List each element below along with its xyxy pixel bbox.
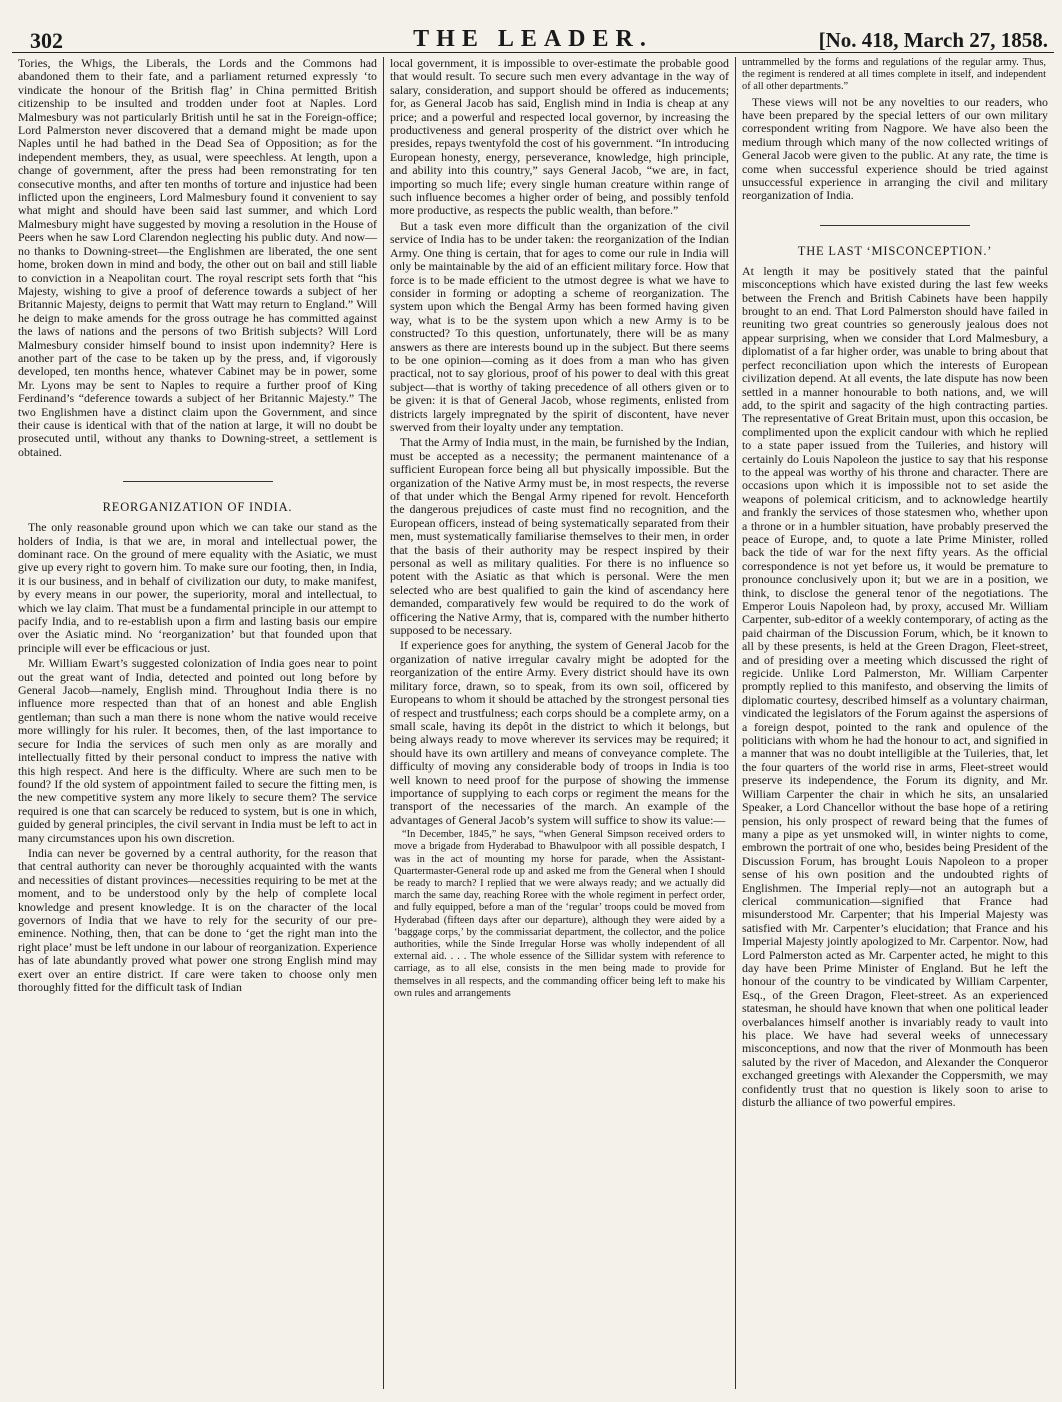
columns — [12, 57, 1054, 1389]
paragraph: But a task even more difficult than the organization of the civil service of India has to be under taken: the reorganization of the Indian Army. One thing is certain, that for ages to come our rule in India will only be maintainable by the aid of an efficient military force. How that force is to be made efficient to the utmost degree is what we have to consider in forming or adopting a scheme of reorganization. The system upon which the Bengal Army has been formed having given way, what is to be the system upon which a new Army is to be constructed? To this question, unfortunately, there will be as many answers as there are interests bound up in the subject. But there seems to be one opinion—coming as it does from a man who has given practical, not to say glorious, proof of his power to deal with this great subject—that is worthy of taking precedence of all others given or to be given: it is that of General Jacob, whose regiments, enlisted from districts largely impregnated by the spirit of discontent, have never swerved from their loyalty under any temptation. — [390, 218, 729, 434]
block-quote: “In December, 1845,” he says, “when General Simpson received orders to move a brigade from Hyderabad to Bhawulpoor with all possible despatch, I was in the act of mounting my horse for parade, when the Assistant-Quartermaster-General rode up and asked me from the General when I should be ready to march? I replied that we were always ready; and we actually did march the same day, reaching Roree with the whole regiment in perfect order, and fully equipped, before a man of the ‘regular’ troops could be moved from Hyderabad (fifteen days after our departure), although they were aided by a ‘baggage corps,’ by the commissariat department, the collector, and the police authorities, while the Sinde Irregular Horse was wholly independent of all external aid. . . . The whole essence of the Sillidar system with reference to carriage, as to all else, consists in the men being made to provide for themselves in all respects, and the commanding officer being left to make his own rules and arrangements — [394, 829, 725, 999]
section-divider — [123, 481, 273, 482]
article-continuation: Tories, the Whigs, the Liberals, the Lords and the Commons had abandoned them to their fate, and a parliament returned expressly ‘to vindicate the honour of the British flag’ in China permitted British citizenship to be insulted and trodden under foot at Naples. Lord Malmesbury was not particularly British until he sat in the Foreign-office; Lord Palmerston never discovered that a demand might be made upon Naples until he had bathed in the Dead Sea of Opposition; as for the independent members, they, as usual, were speechless. At length, upon a change of government, after the press had been remonstrating for ten consecutive months, and after ten months of torture and injustice had been inflicted upon the engineers, Lord Malmesbury found it convenient to say what might and should have been said last summer, and which Lord Malmesbury might have suggested by moving a resolution in the House of Peers when he saw Lord Clarendon neglecting his public duty. And now—no thanks to Downing-street—the Englishmen are liberated, the one sent home, broken down in mind and body, the other out on bail and still liable to conviction in a Neapolitan court. The royal rescript sets forth that “his Majesty, wishing to give a proof of deference towards a subject of her Britannic Majesty, deigns to permit that Watt may return to England.” Will he deign to make amends for the gross outrage he has committed against the laws of nations and the persons of two British subjects? Will Lord Malmesbury consider himself bound to insist upon indemnity? Here is another part of the case to be taken up by the press, and, if vigorously developed, ten months hence, whatever Cabinet may be in power, some Mr. Lyons may be sent to Naples to require a further proof of King Ferdinand’s “deference towards a subject of her Britannic Majesty.” The two Englishmen have a distinct claim upon the Government, and since their cause is identical with that of the nation at large, it will no doubt be prosecuted until, without any thanks to Downing-street, a settlement is obtained. — [18, 57, 377, 459]
issue-date: [No. 418, March 27, 1858. — [818, 28, 1048, 52]
paragraph: These views will not be any novelties to our readers, who have been prepared by the special letters of our own military correspondent writing from Nagpore. We have also been the medium through which many of the now collected writings of General Jacob were given to the public. At any rate, the time is come when successful experience should be tried against unsuccessful experience in arranging the civil and military reorganization of India. — [742, 94, 1048, 203]
paragraph: That the Army of India must, in the main, be furnished by the Indian, must be accepted as a necessity; the permanent maintenance of a sufficient European force being all but physically impossible. But the organization of the Native Army must be, in most respects, the reverse of that under which the Bengal Army ripened for revolt. Henceforth the dangerous prejudices of caste must find no recognition, and the European officers, instead of being systematically separated from their men, must systematically familiarise themselves to their men, in order that the basis of their authority may be respect inspired by their personal as well as military qualities. For there is no influence so potent with the Asiatic as that which is personal. Were the men selected who are best qualified to gain the kind of ascendancy here demanded, comparatively few would be required to do the work of officering the Native Army, that is, compared with the number hitherto supposed to be necessary. — [390, 435, 729, 638]
paragraph: The only reasonable ground upon which we can take our stand as the holders of India, is that we are, in moral and intellectual power, the dominant race. On the ground of mere equality with the Asiatic, we must give up every right to govern him. To make sure our footing, then, in India, it is our business, and in behalf of civilization our duty, to make manifest, by every means in our power, the superiority, moral and intellectual, to which we lay claim. That must be a fundamental principle in our attempt to pacify India, and to re-establish upon a firm and lasting basis our empire over the Asiatic mind. No ‘reorganization’ but that founded upon that principle will ever be efficacious or just. — [18, 520, 377, 655]
section-divider — [820, 225, 970, 226]
column-3 — [736, 57, 1054, 1389]
paragraph: India can never be governed by a central authority, for the reason that that central authority can never be thoroughly acquainted with the wants and necessities of distant provinces—necessities requiring to be met at the moment, and to be understood only by the help of complete local knowledge and present knowledge. It is on the character of the local governors of India that we have to rely for the security of our pre-eminence. Nothing, then, that can be done to ‘get the right man into the right place’ must be left undone in our labour of reorganization. Experience has of late abundantly proved what power one strong English mind may exert over an entire district. If care were taken to choose only men thoroughly fitted for the difficult task of Indian — [18, 845, 377, 994]
article-heading-india: REORGANIZATION OF INDIA. — [102, 500, 293, 515]
paragraph: If experience goes for anything, the system of General Jacob for the organization of native irregular cavalry might be adopted for the reorganization of the entire Army. Every district should have its own military force, drawn, so to speak, from its own soil, officered by Europeans to whom it should be attached by the strongest personal ties of respect and trustfulness; each corps should be a complete army, on a small scale, having its depôt in the district to which it belongs, but being always ready to move wherever its services may be required; it should have its own artillery and means of conveyance complete. The difficulty of moving any considerable body of troops in India is too well known to need proof for the purpose of showing the immense importance of supplying to each corps or regiment the means for the transport of the necessaries of the march. An example of the advantages of General Jacob’s system will suffice to show its value:— — [390, 638, 729, 827]
article-heading-misconception: THE LAST ‘MISCONCEPTION.’ — [797, 243, 993, 258]
paragraph: Mr. William Ewart’s suggested colonization of India goes near to point out the great want of India, detected and pointed out long before by General Jacob—namely, English mind. Throughout India there is no influence more respected than that of an honest and able English gentleman; than such a man there is none whom the native would receive more willingly for his ruler. It becomes, then, of the last importance to secure for India the services of such men only as are morally and intellectually fitted by their personal conduct to impress the native with this high respect. And here is the difficulty. Where are such men to be found? If the old system of appointment failed to secure the fitting men, is the new competitive system any more likely to secure them? The service required is one that can scarcely be reduced to system, but is one in which, guided by general principles, the civil servant in India must be left to act in many circumstances upon his own discretion. — [18, 656, 377, 845]
page-number: 302 — [30, 28, 63, 53]
block-quote-end: untrammelled by the forms and regulations of the regular army. Thus, the regiment is rendered at all times complete in itself, and independent of all other departments.” — [742, 57, 1046, 93]
column-1 — [12, 57, 384, 1389]
newspaper-title: THE LEADER. — [413, 26, 653, 52]
paragraph: At length it may be positively stated that the painful misconceptions which have existed during the last few weeks between the French and British Cabinets have been happily brought to an end. That Lord Palmerston should have failed in reuniting two great countries so generously jealous does not appear surprising, when we consider that Lord Malmesbury, a diplomatist of a far higher order, was unable to bring about that perfect reconciliation upon which the interests of European civilization depend. At all events, the late dispute has now been settled in a manner honourable to both nations, and, we will add, to the spirit and sagacity of the high contracting parties. The representative of Great Britain must, upon this occasion, be complimented upon the explicit candour with which he replied to a state paper issued from the Tuileries, and history will certainly do Louis Napoleon the justice to say that his response to the appeal was worthy of his throne and character. There are occasions upon which it is impossible not to set aside the weapons of polemical criticism, and to acknowledge heartily and frankly the services of those statesmen who, whether upon a throne or in a humbler situation, have probably preserved the peace of Europe, and, to quote a late Prime Minister, rolled back the tide of war for the next fifty years. As the official correspondence is not yet before us, it would be premature to pronounce conclusively upon it; but we are in a position, we think, to disclose the general tenor of the negotiations. The Emperor Louis Napoleon had, by proxy, accused Mr. William Carpenter, sub-editor of a weekly contemporary, of acting as the paid chairman of the Discussion Forum, which, be it known to all by these presents, is held at the Green Dragon, Fleet-street, and of presiding over a meeting which discussed the right of regicide. Unlike Lord Palmerston, Mr. William Carpenter promptly replied to this manifesto, and observing the limits of diplomatic courtesy, described himself as a voluntary chairman, vindicated the legislators of the Forum against the aspersions of a foreign despot, pointed to the rank and opulence of the politicians with whom he had the honour to act, and signified in a manner that was no doubt intelligible at the Tuileries, that, let the four quarters of the world rise in arms, Fleet-street would preserve its independence, the Forum its dignity, and Mr. William Carpenter the chair in which he sits, an unsalaried Speaker, a Lord Chancellor without the base hope of a retiring pension, his only prospect of reward being that the fumes of many a pipe as yet unsmoked will, in winter nights to come, embrown the portrait of one who, besides being President of the Discussion Forum, has brought Louis Napoleon to a proper sense of his own position and the undoubted rights of Englishmen. The Imperial reply—not an autograph but a clerical communication—signified that France had misunderstood Mr. Carpenter; that his Imperial Majesty was satisfied with Mr. Carpenter’s elucidation; that France and his Imperial Majesty jointly apologized to Mr. Carpentor. Now, had Lord Palmerston acted as Mr. Carpenter acted, he might to this day have been Prime Minister of England. But he left the honour of the country to be vindicated by William Carpenter, Esq., of the Green Dragon, Fleet-street. As an experienced statesman, he should have known that when one political leader overbalances himself another is invariably ready to vault into his place. We have had several weeks of unnecessary misconceptions, and now that the river of Monmouth has been saluted by the river of Macedon, and Alexander the Conqueror exchanged greetings with Alexander the Coppersmith, we may confidently trust that no question is likely soon to arise to disturb the alliance of two powerful empires. — [742, 263, 1048, 1110]
masthead — [12, 22, 1054, 53]
paragraph: local government, it is impossible to over-estimate the probable good that would result. To secure such men every advantage in the way of salary, consideration, and support should be offered as inducements; for, as General Jacob has said, English mind in India is cheap at any price; and a powerful and respected local governor, by increasing the productiveness and general prosperity of the district over which he presides, repays twentyfold the cost of his government. “In introducing European honesty, energy, perseverance, knowledge, high principle, and ability into this country,” says General Jacob, “we are, in fact, importing so much life; every single human creature within range of such influence becomes a higher order of being, and possibly tenfold more productive, as respects the public wealth, than before.” — [390, 57, 729, 218]
column-2 — [384, 57, 736, 1389]
